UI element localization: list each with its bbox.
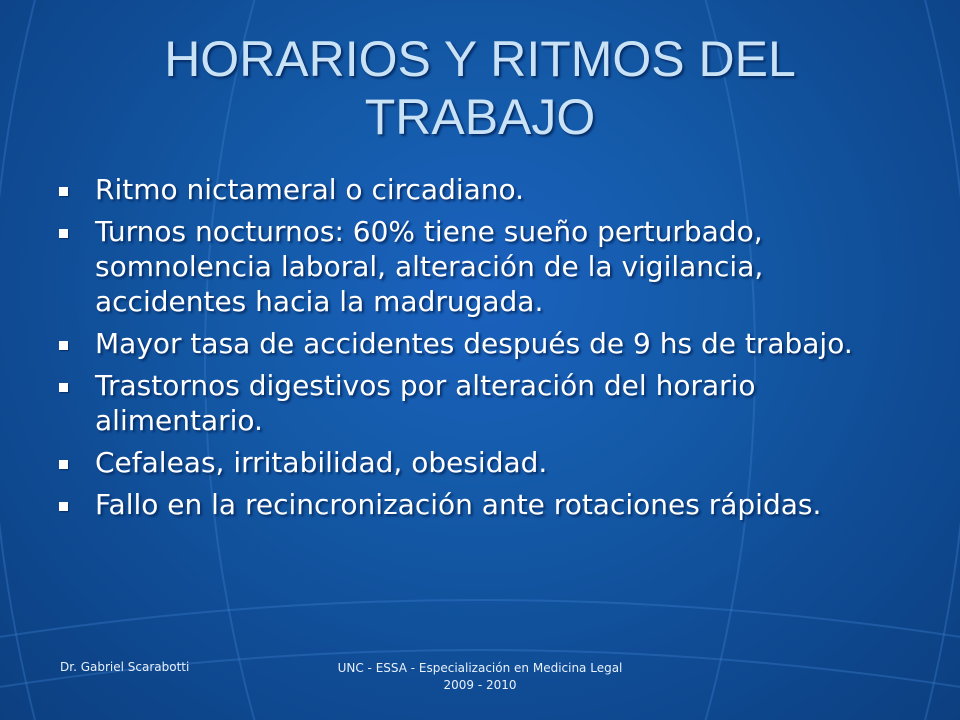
bullet-item bbox=[55, 445, 915, 480]
square-bullet-icon bbox=[59, 187, 68, 196]
bullet-text: Turnos nocturnos: 60% tiene sueño perturbado, somnolencia laboral, alteración de la vigilancia, accidentes hacia la madrugada. bbox=[95, 215, 764, 318]
bullet-text: Cefaleas, irritabilidad, obesidad. bbox=[95, 446, 548, 479]
bullet-item bbox=[55, 172, 915, 207]
bullet-item bbox=[55, 368, 915, 438]
bullet-item bbox=[55, 326, 915, 361]
slide-title: HORARIOS Y RITMOS DEL TRABAJO bbox=[164, 31, 796, 145]
square-bullet-icon bbox=[59, 383, 68, 392]
square-bullet-icon bbox=[59, 502, 68, 511]
bullet-text: Fallo en la recincronización ante rotaciones rápidas. bbox=[95, 488, 822, 521]
bullet-item bbox=[55, 487, 915, 522]
bullet-text: Trastornos digestivos por alteración del horario alimentario. bbox=[95, 369, 756, 437]
footer-author: Dr. Gabriel Scarabotti bbox=[60, 660, 190, 674]
footer-course: UNC - ESSA - Especialización en Medicina Legal 2009 - 2010 bbox=[337, 661, 623, 692]
bullet-text: Mayor tasa de accidentes después de 9 hs de trabajo. bbox=[95, 327, 853, 360]
square-bullet-icon bbox=[59, 229, 68, 238]
bullet-list bbox=[55, 172, 915, 529]
bullet-item bbox=[55, 214, 915, 319]
square-bullet-icon bbox=[59, 460, 68, 469]
square-bullet-icon bbox=[59, 341, 68, 350]
bullet-text: Ritmo nictameral o circadiano. bbox=[95, 173, 525, 206]
